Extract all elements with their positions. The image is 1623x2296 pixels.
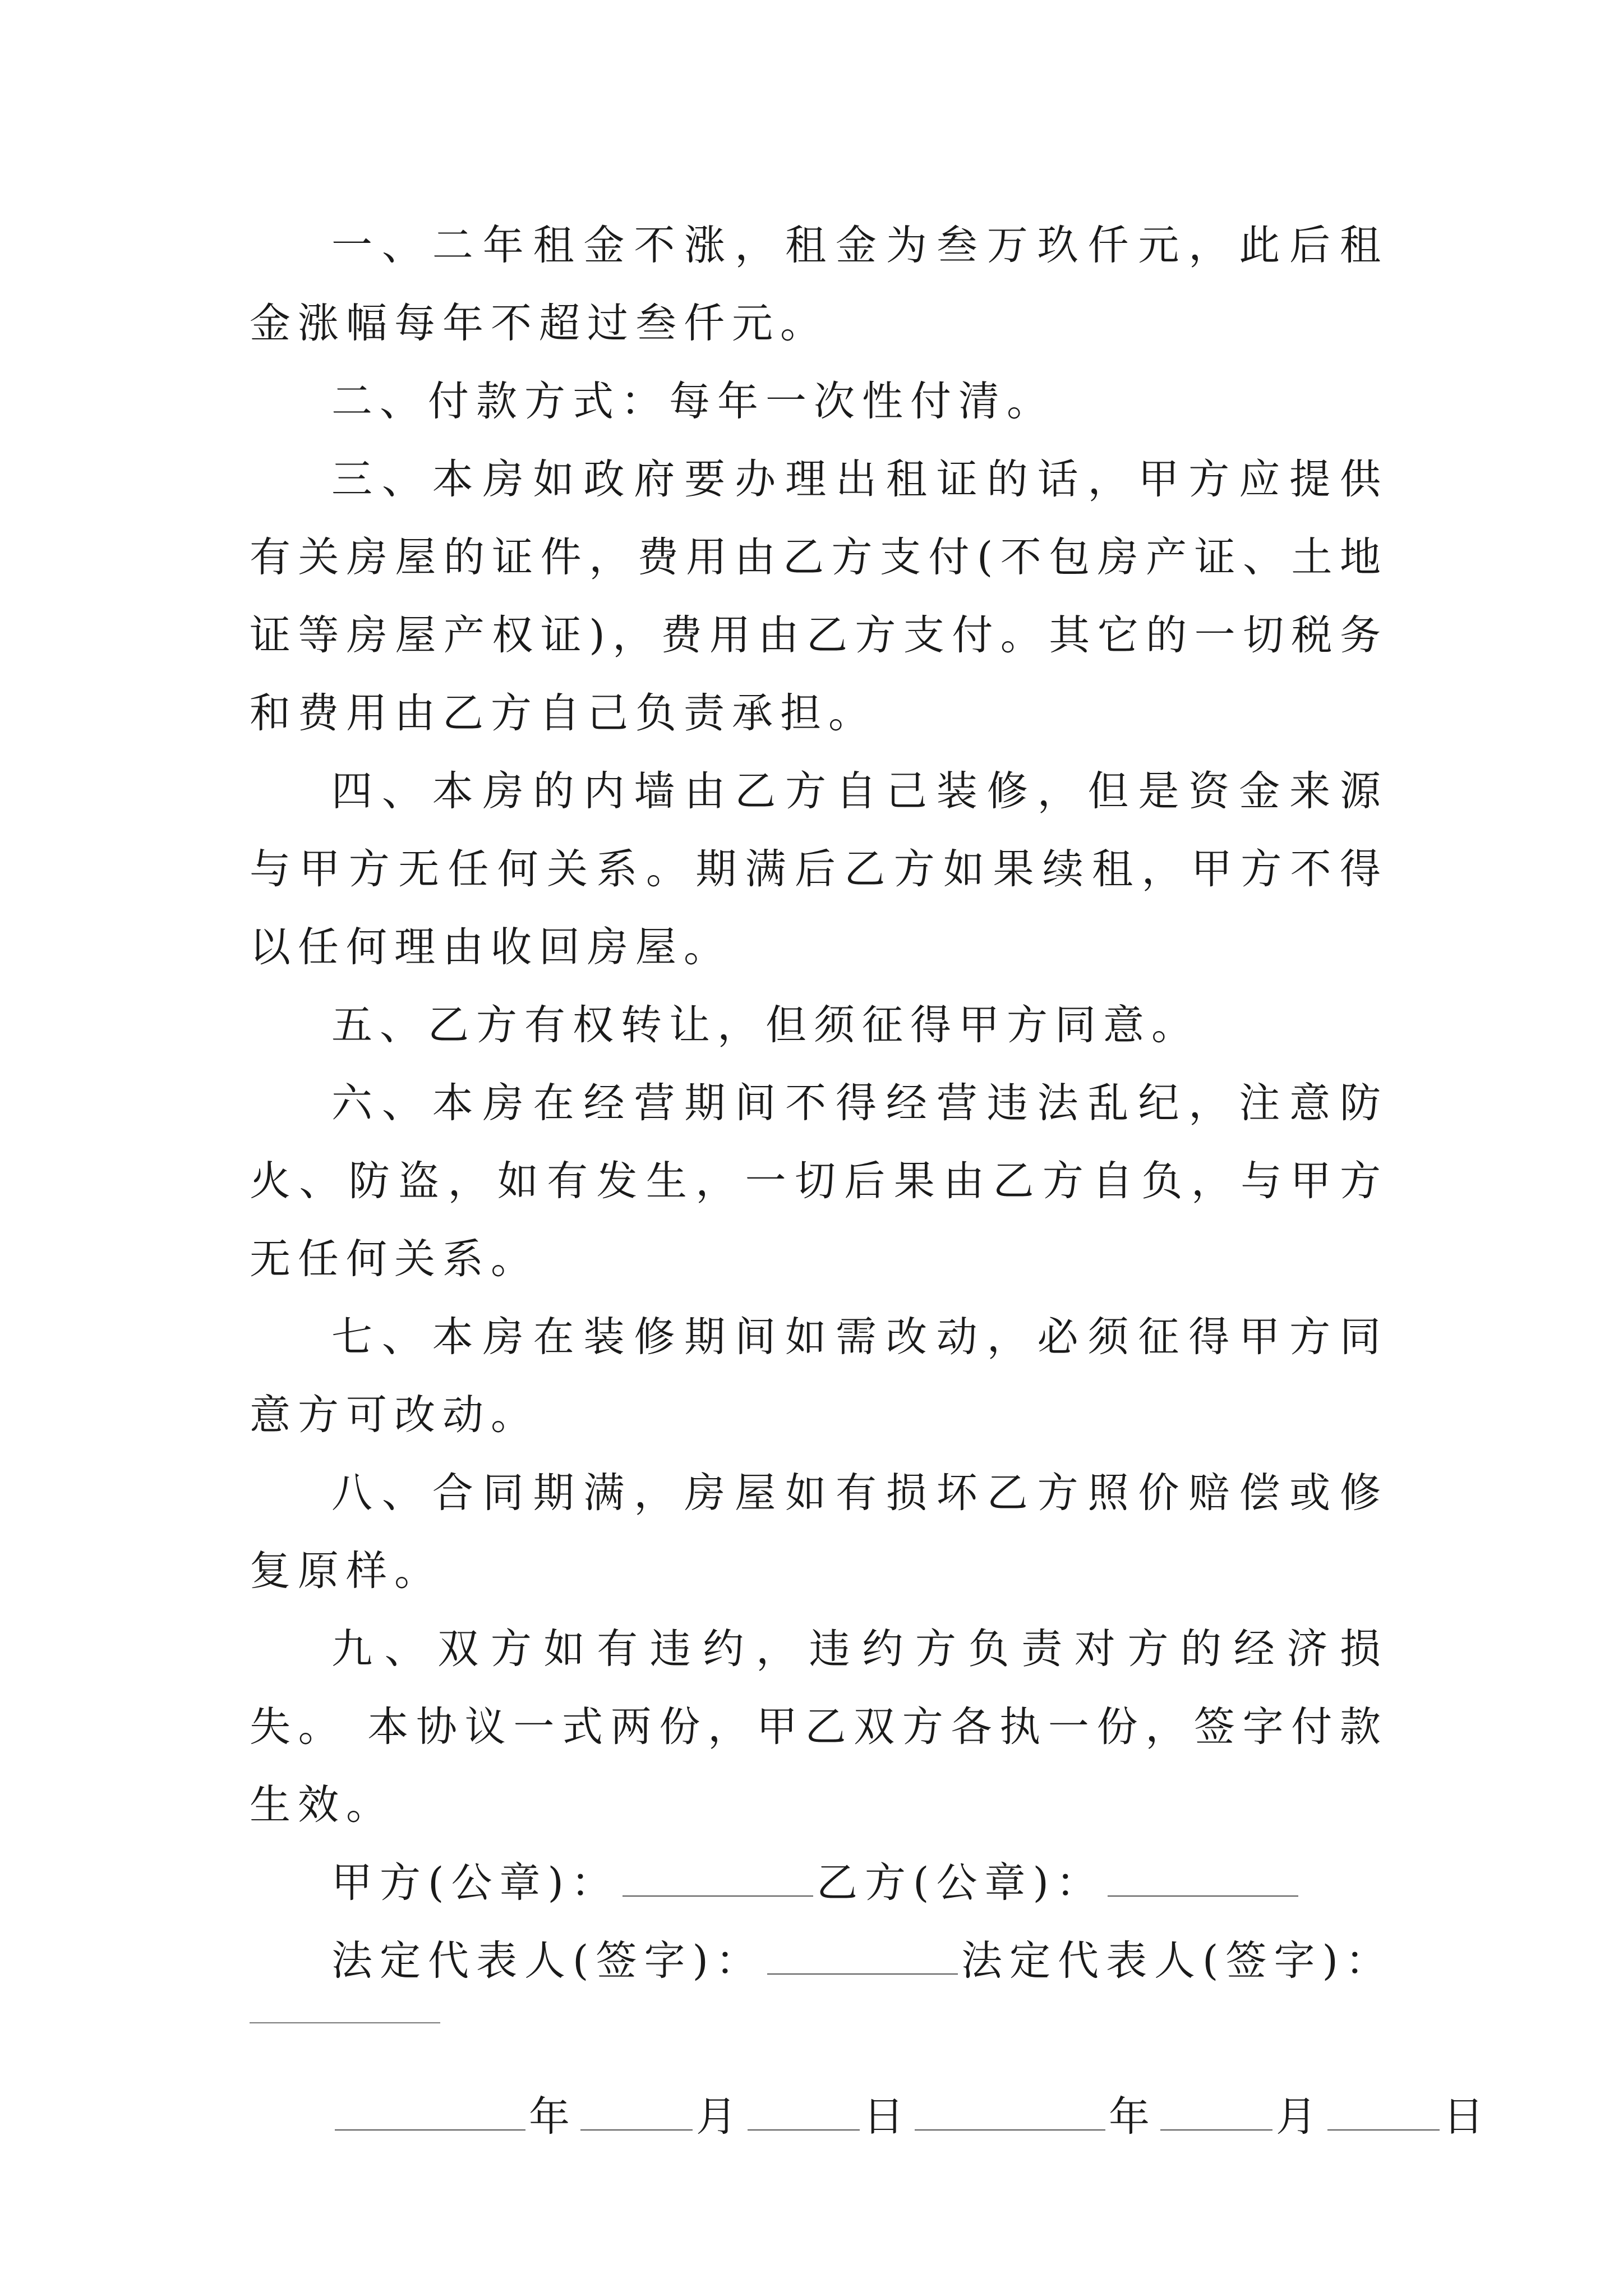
party-b-year-label: 年 [1109,2093,1157,2141]
party-a-year-blank [335,2098,525,2131]
clause-3: 三、本房如政府要办理出租证的话，甲方应提供有关房屋的证件，费用由乙方支付(不包房产证、土地证等房屋产权证)，费用由乙方支付。其它的一切税务和费用由乙方自己负责承担。 [250,455,1388,737]
party-a-day-label: 日 [863,2093,911,2141]
party-b-month-label: 月 [1276,2093,1324,2141]
party-b-seal-label: 乙方(公章)： [816,1859,1104,1907]
representative-line [250,1922,1394,2000]
party-a-year-label: 年 [529,2093,577,2141]
party-a-rep-label: 法定代表人(签字)： [331,1937,764,1985]
party-b-day-blank [1327,2098,1440,2131]
party-a-month-label: 月 [696,2093,744,2141]
date-line [250,2078,1491,2156]
clause-5: 五、乙方有权转让，但须征得甲方同意。 [331,1001,1200,1049]
contract-body [250,206,1491,2156]
clause-9: 九、双方如有违约，违约方负责对方的经济损失。 本协议一式两份，甲乙双方各执一份，签字付款生效。 [250,1625,1388,1829]
clause-6: 六、本房在经营期间不得经营违法乱纪，注意防火、防盗，如有发生，一切后果由乙方自负，与甲方无任何关系。 [250,1079,1388,1283]
party-b-year-blank [915,2098,1105,2131]
party-a-day-blank [748,2098,860,2131]
party-b-seal-blank [1108,1864,1298,1897]
party-b-month-blank [1160,2098,1272,2131]
party-b-day-label: 日 [1443,2093,1491,2141]
party-b-rep-blank [250,2000,1388,2078]
clause-7: 七、本房在装修期间如需改动，必须征得甲方同意方可改动。 [250,1313,1388,1439]
party-a-month-blank [580,2098,693,2131]
party-b-rep-label: 法定代表人(签字)： [961,1937,1394,1985]
clause-8: 八、合同期满，房屋如有损坏乙方照价赔偿或修复原样。 [250,1469,1388,1595]
clause-2: 二、付款方式：每年一次性付清。 [331,378,1055,425]
party-a-seal-label: 甲方(公章)： [331,1859,619,1907]
party-a-rep-blank [767,1942,958,1975]
party-a-seal-blank [623,1864,813,1897]
seal-line [250,1844,1388,1922]
clause-1: 一、二年租金不涨，租金为叁万玖仟元，此后租金涨幅每年不超过叁仟元。 [250,222,1388,347]
clause-4: 四、本房的内墙由乙方自己装修，但是资金来源与甲方无任何关系。期满后乙方如果续租，甲方不得以任何理由收回房屋。 [250,767,1388,971]
